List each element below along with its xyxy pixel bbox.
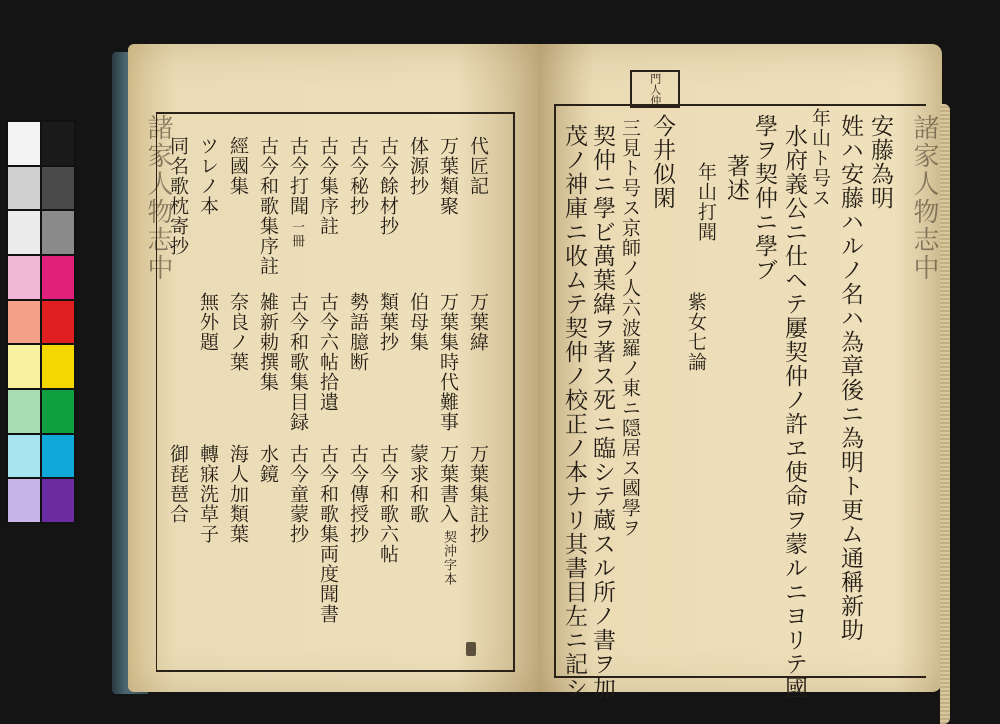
left-margin-title: 諸家人物志中: [143, 114, 173, 282]
book-title-entry: 水鏡: [257, 444, 279, 484]
book-title-entry: 類葉抄: [377, 292, 399, 352]
book-title-entry: 古今六帖拾遺: [317, 292, 339, 412]
biography-text: 學ヲ契仲ニ學ブ: [751, 114, 777, 282]
ink-mark: [466, 642, 476, 656]
page-edge: [940, 104, 950, 724]
book-title-entry: 万葉集時代難事: [437, 292, 459, 432]
color-patch: [8, 435, 40, 478]
book-title-entry: 蒙求和歌: [407, 444, 429, 524]
biography-text: 三見ト号ス京師ノ人六波羅ノ東ニ隠居ス國學ヲ: [619, 118, 641, 538]
book-title-entry: 伯母集: [407, 292, 429, 352]
color-patch: [42, 479, 74, 522]
book-title-entry: 御琵琶合: [167, 444, 189, 524]
book-title-entry: 古今集序註: [317, 136, 339, 236]
book-title-entry: 海人加類葉: [227, 444, 249, 544]
color-patch: [8, 167, 40, 210]
book-title-entry: 万葉書入: [437, 444, 459, 524]
book-title-entry: 体源抄: [407, 136, 429, 196]
person-name-heading: 安藤為明: [867, 114, 893, 210]
color-patch: [42, 301, 74, 344]
color-patch: [42, 211, 74, 254]
biography-text: 紫女七論: [685, 292, 707, 372]
book-title-entry: 古今和歌集両度聞書: [317, 444, 339, 624]
book-title-entry: 經國集: [227, 136, 249, 196]
volume-note: 一冊: [289, 220, 304, 248]
book-title-entry: 古今打聞: [287, 136, 309, 216]
biography-text: 姓ハ安藤ハルノ名ハ為章後ニ為明ト更ム通稱新助: [837, 114, 863, 642]
book-title-entry: 無外題: [197, 292, 219, 352]
color-patch: [42, 122, 74, 165]
biography-text: 契仲ニ學ビ萬葉緯ヲ著ス死ニ臨シテ蔵スル所ノ書ヲ加: [589, 124, 615, 700]
color-patch: [8, 345, 40, 388]
book-title-entry: 万葉類聚: [437, 136, 459, 216]
color-patch: [8, 390, 40, 433]
book-title-entry: 古今和歌集序註: [257, 136, 279, 276]
book-title-entry: 奈良ノ葉: [227, 292, 249, 372]
book-title-entry: 万葉集註抄: [467, 444, 489, 544]
color-patch: [42, 167, 74, 210]
person-name-heading: 今井似閑: [649, 114, 675, 210]
color-patch: [42, 256, 74, 299]
biography-text: 著述: [723, 154, 749, 202]
color-patch: [42, 390, 74, 433]
color-patch: [8, 122, 40, 165]
book-title-entry: 同名歌枕寄抄: [167, 136, 189, 256]
book-title-entry: 古今秘抄: [347, 136, 369, 216]
color-calibration-strip: [6, 120, 76, 524]
biography-text: 年山ト号ス: [809, 108, 831, 208]
book-title-entry: 雑新勅撰集: [257, 292, 279, 392]
book-title-entry: 万葉緯: [467, 292, 489, 352]
right-page: [538, 44, 942, 700]
book-title-entry: 勢語臆断: [347, 292, 369, 372]
color-patch: [8, 479, 40, 522]
book-title-entry: 轉寐洗草子: [197, 444, 219, 544]
book-title-entry: 古今和歌集目録: [287, 292, 309, 432]
seal-stamp: 門人仲: [630, 70, 680, 108]
right-margin-title: 諸家人物志中: [909, 114, 939, 282]
color-patch: [8, 256, 40, 299]
biography-text: 茂ノ神庫ニ收ムテ契仲ノ校正ノ本ナリ其書目左ニ記シ: [561, 124, 587, 700]
book-title-entry: 代匠記: [467, 136, 489, 196]
color-patch: [42, 435, 74, 478]
color-patch: [8, 301, 40, 344]
book-title-entry: 古今和歌六帖: [377, 444, 399, 564]
color-patch: [8, 211, 40, 254]
book-title-entry: 古今傳授抄: [347, 444, 369, 544]
annotation-note: 契沖字本: [441, 530, 456, 586]
book-title-entry: 古今童蒙抄: [287, 444, 309, 544]
book-title-entry: ツレノ本: [197, 136, 219, 216]
left-page: [128, 44, 538, 692]
color-patch: [42, 345, 74, 388]
biography-text: 年山打聞: [695, 162, 717, 242]
biography-text: 水府義公ニ仕ヘテ屢契仲ノ許ヱ使命ヲ蒙ルニヨリテ國: [781, 124, 807, 700]
book-title-entry: 古今餘材抄: [377, 136, 399, 236]
